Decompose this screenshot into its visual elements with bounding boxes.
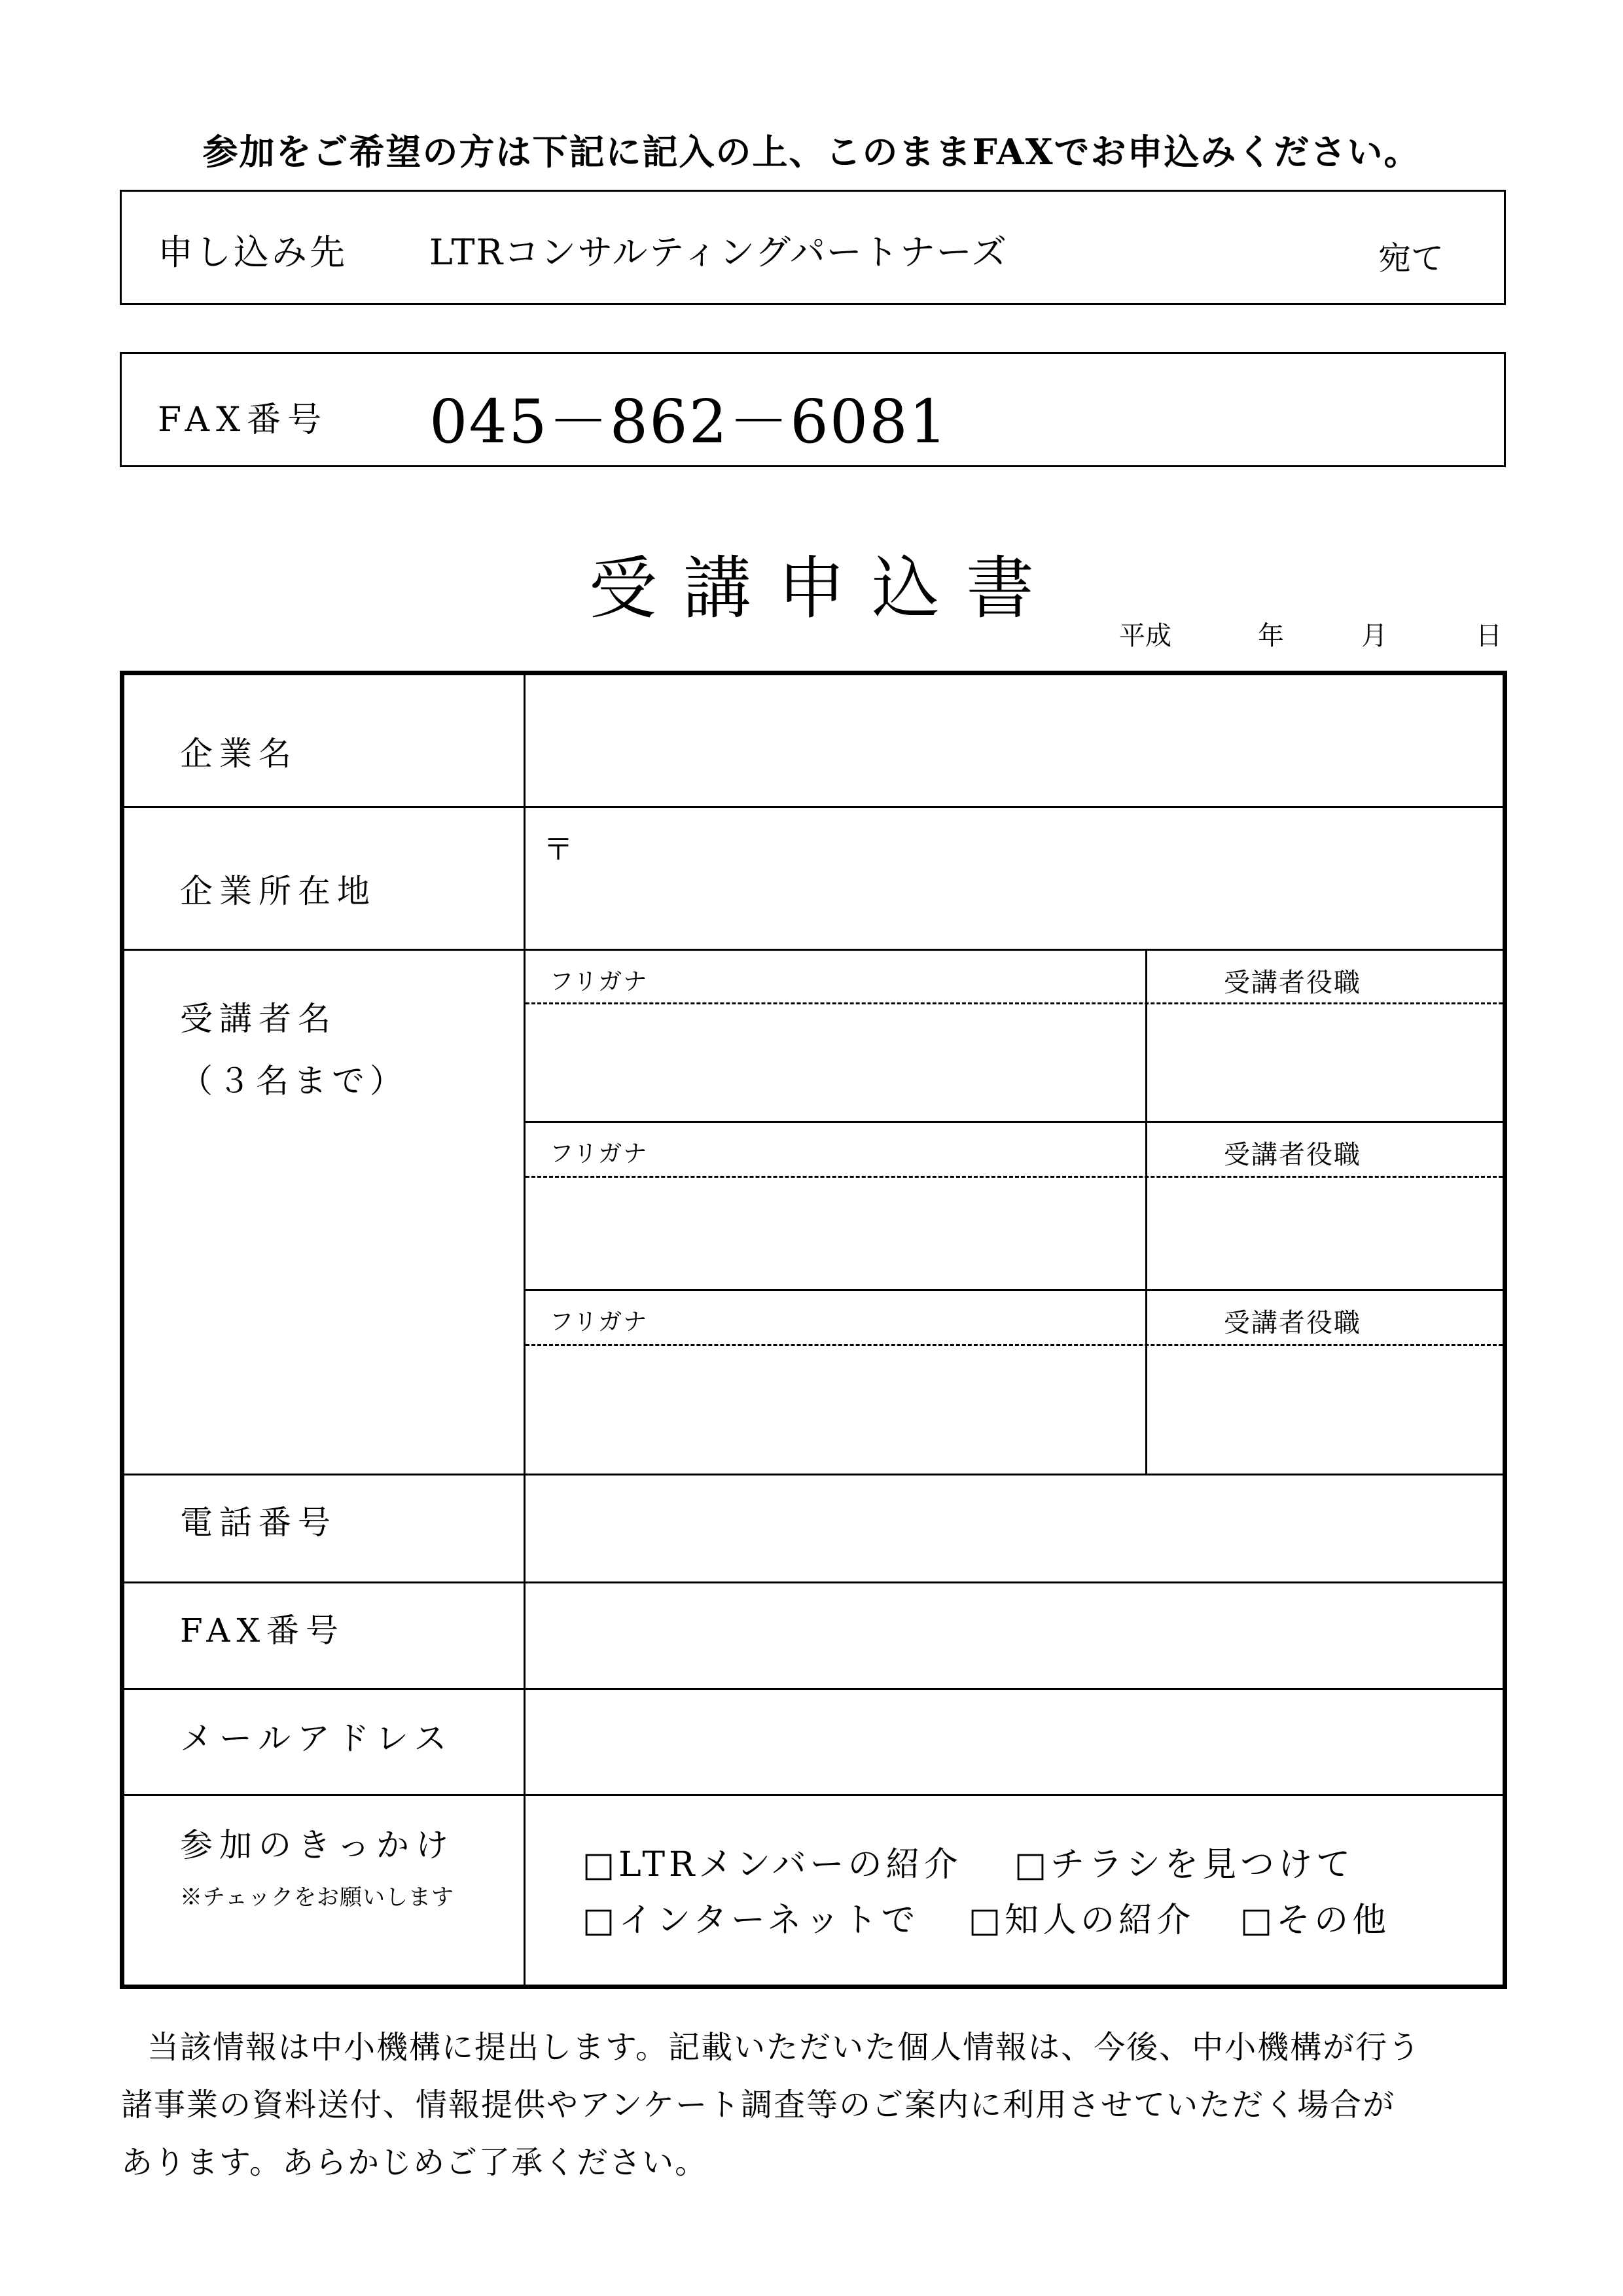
instruction-text: 参加をご希望の方は下記に記入の上、このままFAXでお申込みください。 xyxy=(202,131,1421,173)
fax-field[interactable] xyxy=(526,1583,1503,1688)
postal-mark: 〒 xyxy=(543,832,573,867)
attendee-name-field-3[interactable] xyxy=(526,1346,1144,1474)
option-flyer[interactable]: □チラシを見つけて xyxy=(1014,1845,1355,1884)
date-month: 月 xyxy=(1361,621,1387,651)
page-title: 受講申込書 xyxy=(588,548,1060,628)
destination-label: 申し込み先 xyxy=(158,232,348,273)
company-name-label: 企業名 xyxy=(180,735,298,773)
destination-box xyxy=(120,190,1506,305)
position-label-1: 受講者役職 xyxy=(1224,968,1361,998)
attendee-name-field-2[interactable] xyxy=(526,1178,1144,1289)
furigana-label-1: フリガナ xyxy=(550,968,649,995)
email-field[interactable] xyxy=(526,1690,1503,1794)
fax-box-label: FAX番号 xyxy=(158,400,329,440)
date-era: 平成 xyxy=(1119,621,1171,651)
position-label-3: 受講者役職 xyxy=(1224,1308,1361,1338)
privacy-notice-line-1: 当該情報は中小機構に提出します。記載いただいた個人情報は、今後、中小機構が行う xyxy=(147,2029,1421,2066)
date-day: 日 xyxy=(1476,621,1502,651)
attendee-position-field-1[interactable] xyxy=(1147,1004,1503,1121)
option-ltr-member[interactable]: □LTRメンバーの紹介 xyxy=(582,1845,962,1884)
trigger-label: 参加のきっかけ xyxy=(180,1826,455,1864)
fax-box-number: 045－862－6081 xyxy=(429,387,949,457)
company-name-field[interactable] xyxy=(526,675,1503,806)
destination-suffix: 宛て xyxy=(1378,239,1444,277)
attendee-name-field-1[interactable] xyxy=(526,1004,1144,1121)
option-internet[interactable]: □インターネットで xyxy=(582,1901,919,1940)
attendee-position-field-2[interactable] xyxy=(1147,1178,1503,1289)
furigana-label-3: フリガナ xyxy=(550,1309,649,1335)
application-form xyxy=(120,671,1507,1989)
privacy-notice xyxy=(121,2019,1495,2191)
company-address-field[interactable] xyxy=(526,808,1503,949)
option-other[interactable]: □その他 xyxy=(1240,1901,1391,1940)
company-address-label: 企業所在地 xyxy=(180,872,376,910)
email-label: メールアドレス xyxy=(180,1720,454,1757)
furigana-label-2: フリガナ xyxy=(550,1140,649,1167)
attendees-label: 受講者名 xyxy=(180,1000,337,1038)
option-acquaintance[interactable]: □知人の紹介 xyxy=(969,1901,1195,1940)
fax-label: FAX番号 xyxy=(180,1612,346,1650)
privacy-notice-line-2: 諸事業の資料送付、情報提供やアンケート調査等のご案内に利用させていただく場合が xyxy=(121,2087,1396,2123)
date-year: 年 xyxy=(1258,621,1284,651)
phone-label: 電話番号 xyxy=(180,1504,337,1542)
phone-field[interactable] xyxy=(526,1475,1503,1581)
privacy-notice-line-3: あります。あらかじめご了承ください。 xyxy=(121,2144,708,2181)
trigger-note: ※チェックをお願いします xyxy=(180,1884,454,1911)
attendee-position-field-3[interactable] xyxy=(1147,1346,1503,1474)
position-label-2: 受講者役職 xyxy=(1224,1140,1361,1170)
fax-box xyxy=(120,352,1506,467)
destination-name: LTRコンサルティングパートナーズ xyxy=(429,232,1008,273)
attendees-note: （３名まで） xyxy=(180,1062,408,1100)
